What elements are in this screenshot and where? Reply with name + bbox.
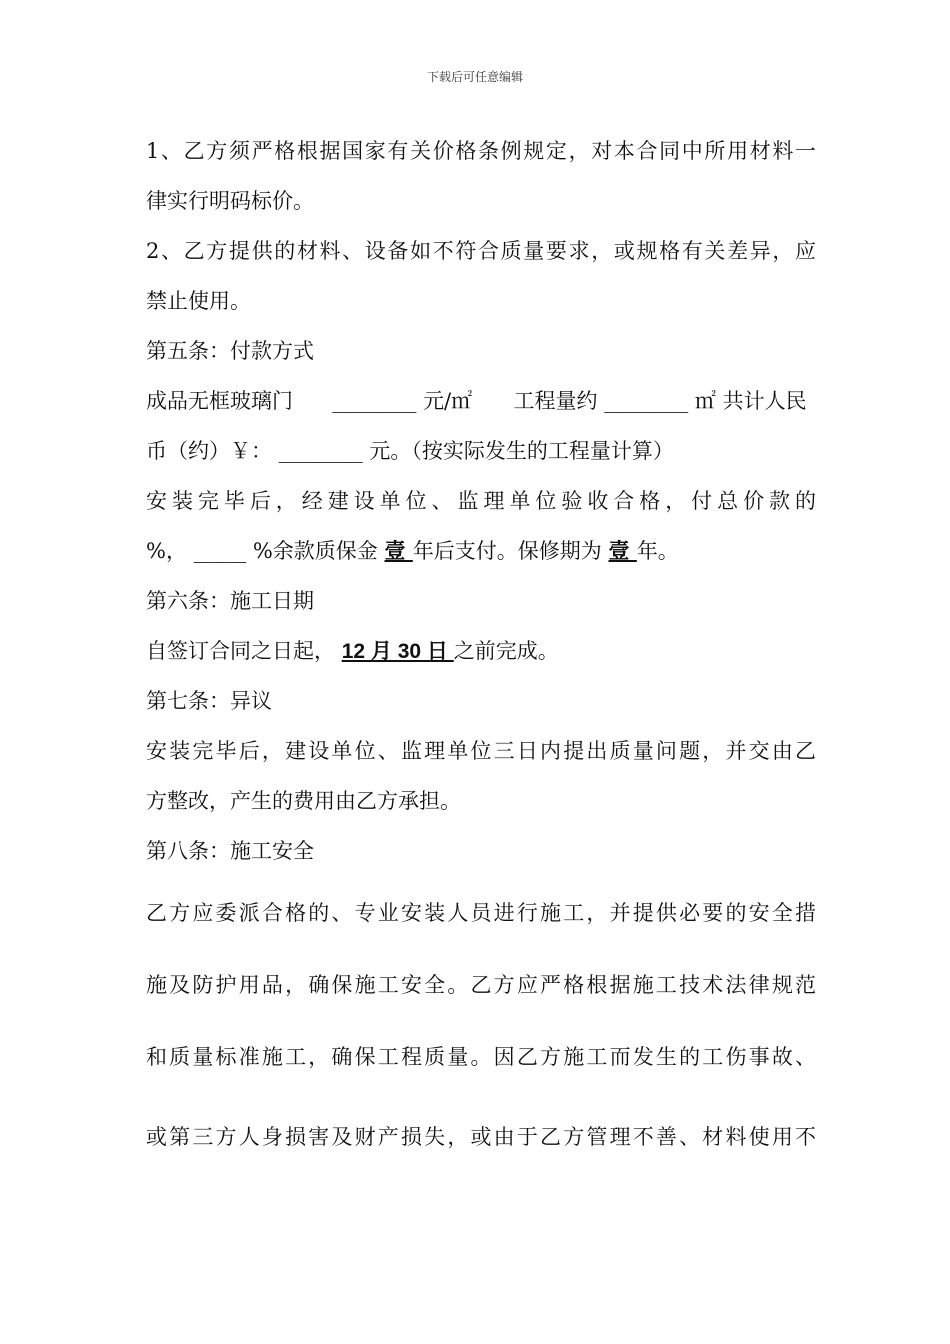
text-segment: 元。（按实际发生的工程量计算） (369, 439, 674, 463)
text-segment: 币（约）￥： (146, 439, 272, 463)
completion-date-value: 12 月 30 日 (341, 640, 454, 663)
paragraph-line (146, 436, 816, 466)
paragraph-line: 律实行明码标价。 (146, 189, 314, 213)
text-segment: 成品无框玻璃门 (146, 389, 293, 413)
paragraph-line (146, 636, 816, 667)
paragraph-line: 安装完毕后，建设单位、监理单位三日内提出质量问题，并交由乙 (146, 739, 816, 763)
paragraph-line (146, 536, 816, 566)
paragraph-line: 1、乙方须严格根据国家有关价格条例规定，对本合同中所用材料一 (146, 139, 816, 163)
warranty-years-value: 壹 (384, 538, 413, 563)
section-heading: 第六条：施工日期 (146, 589, 314, 613)
paragraph-line: 安装完毕后，经建设单位、监理单位验收合格，付总价款的 (146, 489, 816, 513)
section-heading: 第八条：施工安全 (146, 839, 314, 863)
paragraph-line: 施及防护用品，确保施工安全。乙方应严格根据施工技术法律规范 (146, 973, 816, 997)
paragraph-line (146, 386, 816, 416)
blank-field: ________ (278, 439, 363, 463)
section-heading: 第五条：付款方式 (146, 339, 314, 363)
paragraph-line: 和质量标准施工，确保工程质量。因乙方施工而发生的工伤事故、 (146, 1045, 816, 1069)
text-segment: ㎡ 共计人民 (694, 389, 807, 413)
paragraph-line: 乙方应委派合格的、专业安装人员进行施工，并提供必要的安全措 (146, 901, 816, 925)
paragraph-line: 禁止使用。 (146, 289, 251, 313)
text-segment: %余款质保金 (252, 539, 378, 563)
section-heading: 第七条：异议 (146, 689, 272, 713)
page-header: 下载后可任意编辑 (426, 70, 523, 84)
paragraph-line: 方整改，产生的费用由乙方承担。 (146, 789, 461, 813)
paragraph-line: 2、乙方提供的材料、设备如不符合质量要求，或规格有关差异，应 (146, 239, 816, 263)
blank-field: _____ (193, 539, 247, 563)
text-segment: 年后支付。保修期为 (412, 539, 602, 563)
paragraph-line: 或第三方人身损害及财产损失，或由于乙方管理不善、材料使用不 (146, 1125, 816, 1149)
blank-field: ________ (332, 389, 417, 413)
text-segment: 之前完成。 (453, 639, 559, 663)
text-segment: 元/㎡ (423, 389, 473, 413)
blank-field: ________ (604, 389, 689, 413)
guarantee-years-value: 壹 (608, 538, 637, 563)
text-segment: %， (146, 539, 187, 563)
text-segment: 年。 (636, 539, 679, 563)
text-segment: 工程量约 (513, 389, 598, 413)
text-segment: 自签订合同之日起， (146, 639, 335, 663)
